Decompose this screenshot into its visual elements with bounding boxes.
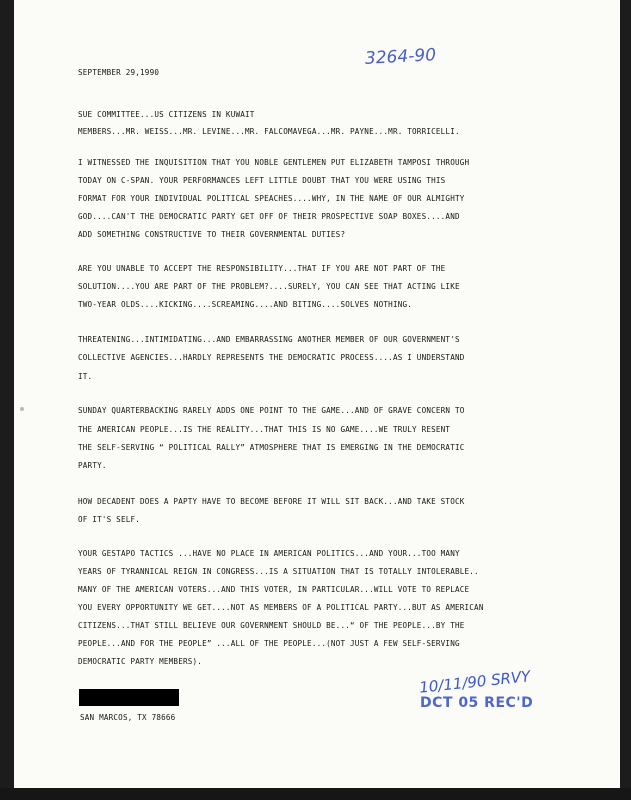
paragraph-line: MANY OF THE AMERICAN VOTERS...AND THIS VOTER, IN PARTICULAR...WILL VOTE TO REPLACE [78,585,470,594]
paragraph-line: THE SELF-SERVING “ POLITICAL RALLY” ATMOSPHERE THAT IS EMERGING IN THE DEMOCRATIC [78,443,465,452]
punch-mark [20,407,24,411]
paragraph-line: TODAY ON C-SPAN. YOUR PERFORMANCES LEFT LITTLE DOUBT THAT YOU WERE USING THIS [78,176,446,185]
document-number: 3264-90 [364,45,437,69]
paragraph-line: PEOPLE...AND FOR THE PEOPLE” ...ALL OF THE PEOPLE...(NOT JUST A FEW SELF-SERVING [78,639,460,648]
paragraph-line: ARE YOU UNABLE TO ACCEPT THE RESPONSIBILITY...THAT IF YOU ARE NOT PART OF THE [78,264,446,273]
paragraph-line: YEARS OF TYRANNICAL REIGN IN CONGRESS...IS A SITUATION THAT IS TOTALLY INTOLERABLE.. [78,567,479,576]
paragraph-line: FORMAT FOR YOUR INDIVIDUAL POLITICAL SPEACHES....WHY, IN THE NAME OF OUR ALMIGHTY [78,194,465,203]
paragraph-line: CITIZENS...THAT STILL BELIEVE OUR GOVERNMENT SHOULD BE...“ OF THE PEOPLE...BY THE [78,621,465,630]
letter-date: SEPTEMBER 29,1990 [78,68,160,77]
paragraph-line: COLLECTIVE AGENCIES...HARDLY REPRESENTS THE DEMOCRATIC PROCESS....AS I UNDERSTAND [78,353,465,362]
redaction-bar [79,689,179,706]
paragraph-line: THE AMERICAN PEOPLE...IS THE REALITY...THAT THIS IS NO GAME....WE TRULY RESENT [78,425,451,434]
sender-address: SAN MARCOS, TX 78666 [80,713,176,722]
paragraph-line: SUNDAY QUARTERBACKING RARELY ADDS ONE POINT TO THE GAME...AND OF GRAVE CONCERN TO [78,406,465,415]
paragraph-line: ADD SOMETHING CONSTRUCTIVE TO THEIR GOVERNMENTAL DUTIES? [78,230,346,239]
paragraph-line: OF IT'S SELF. [78,515,141,524]
subject-line: SUE COMMITTEE...US CITIZENS IN KUWAIT [78,110,255,119]
paragraph-line: TWO-YEAR OLDS....KICKING....SCREAMING....AND BITING....SOLVES NOTHING. [78,300,413,309]
received-stamp: DCT 05 REC'D [420,695,534,711]
paragraph-line: THREATENING...INTIMIDATING...AND EMBARRASSING ANOTHER MEMBER OF OUR GOVERNMENT'S [78,335,460,344]
paragraph-line: YOU EVERY OPPORTUNITY WE GET....NOT AS MEMBERS OF A POLITICAL PARTY...BUT AS AMERICAN [78,603,484,612]
paragraph-line: GOD....CAN'T THE DEMOCRATIC PARTY GET OFF OF THEIR PROSPECTIVE SOAP BOXES....AND [78,212,460,221]
paragraph-line: HOW DECADENT DOES A PAPTY HAVE TO BECOME BEFORE IT WILL SIT BACK...AND TAKE STOCK [78,497,465,506]
members-line: MEMBERS...MR. WEISS...MR. LEVINE...MR. FALCOMAVEGA...MR. PAYNE...MR. TORRICELLI. [78,127,460,136]
paragraph-line: PARTY. [78,461,107,470]
paragraph-line: SOLUTION....YOU ARE PART OF THE PROBLEM?....SURELY, YOU CAN SEE THAT ACTING LIKE [78,282,460,291]
paragraph-line: YOUR GESTAPO TACTICS ...HAVE NO PLACE IN AMERICAN POLITICS...AND YOUR...TOO MANY [78,549,460,558]
paragraph-line: DEMOCRATIC PARTY MEMBERS). [78,657,203,666]
paragraph-line: IT. [78,372,93,381]
scan-border [0,788,631,800]
handwritten-stamp: 10/11/90 SRVY [418,667,532,697]
paragraph-line: I WITNESSED THE INQUISITION THAT YOU NOBLE GENTLEMEN PUT ELIZABETH TAMPOSI THROUGH [78,158,470,167]
